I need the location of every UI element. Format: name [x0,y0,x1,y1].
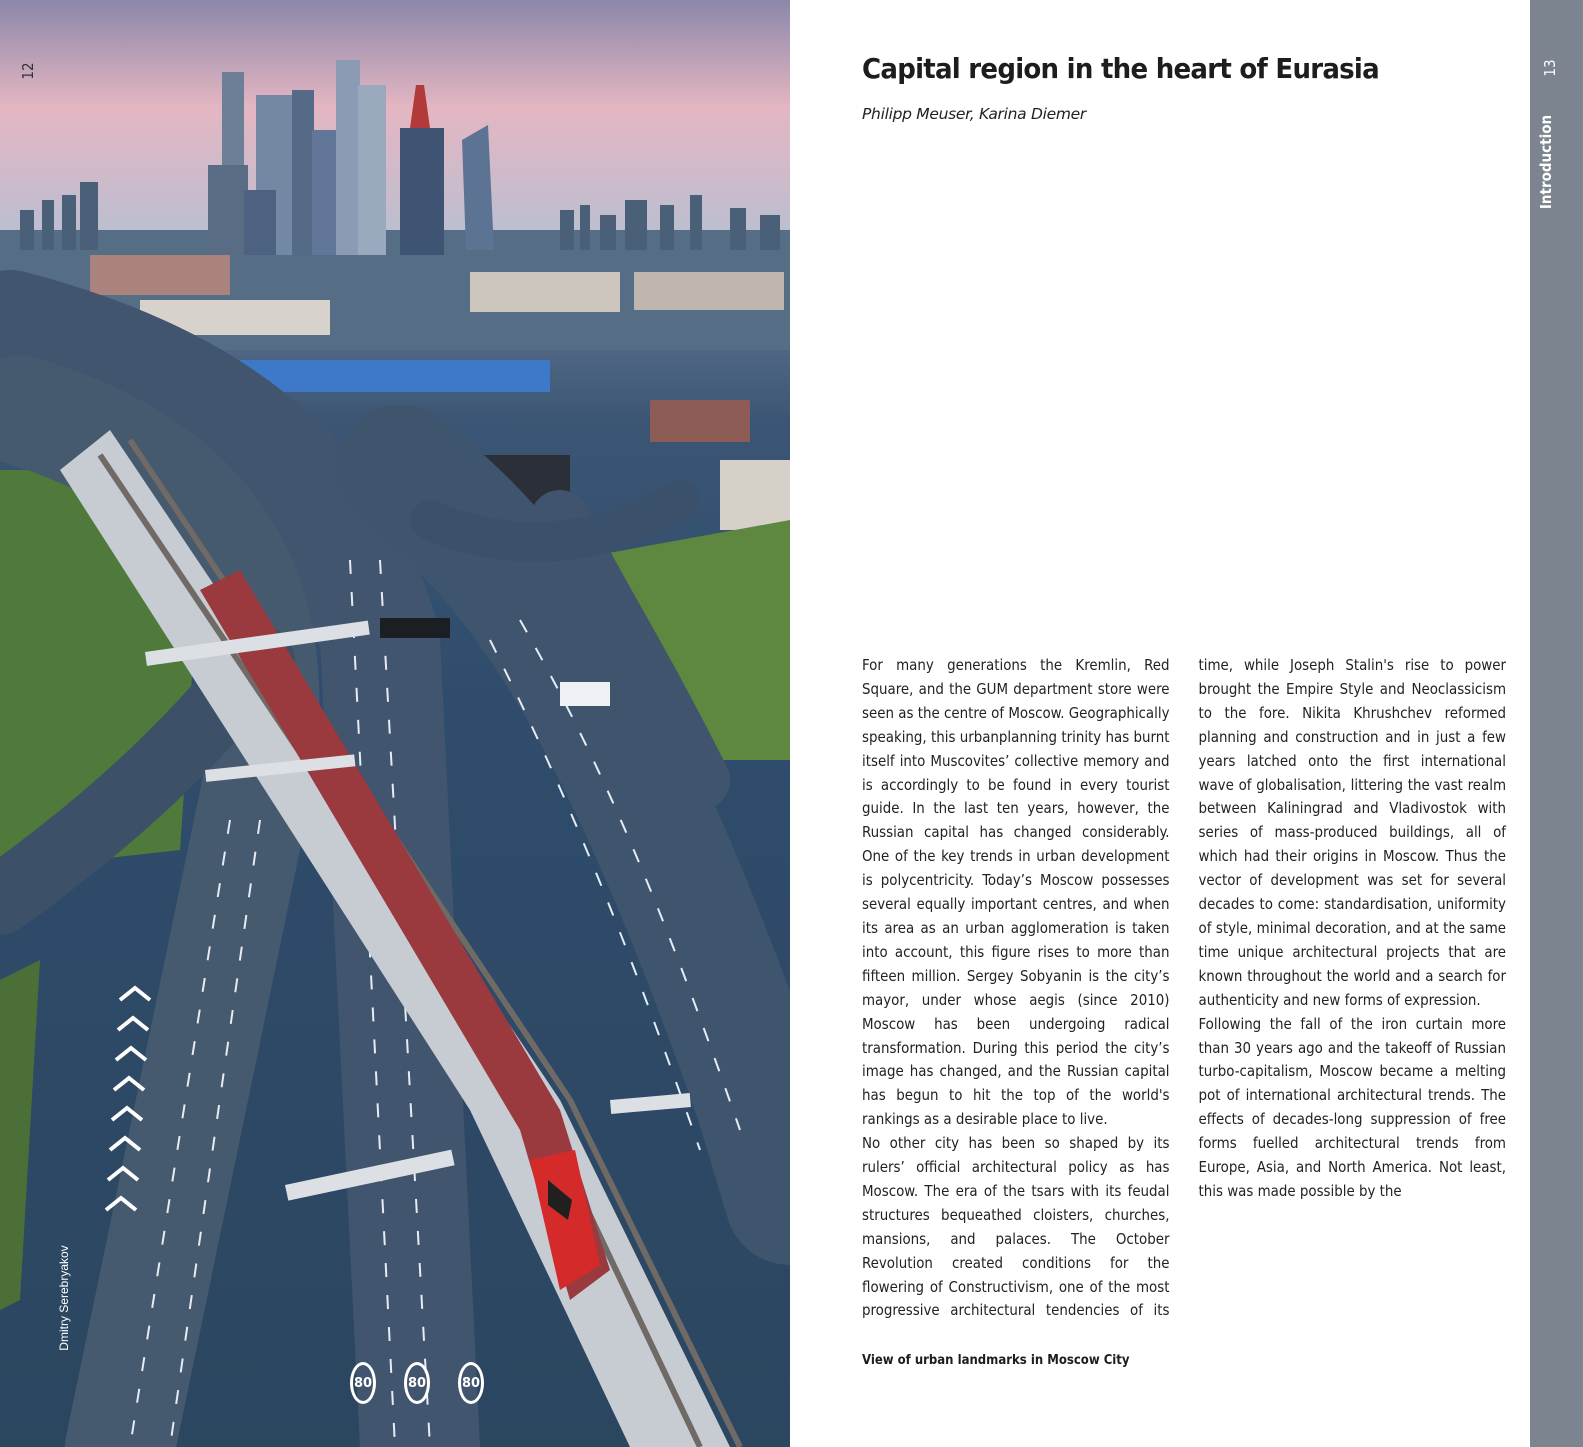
speed-marking-3 [458,1362,484,1404]
speed-marking-text: 80 [407,1375,427,1391]
body-paragraph: Following the fall of the iron curtain more than 30 years ago and the takeoff of Russian turbo-capitalism, Moscow became a melting pot of international architectural trends. The effects of decades-long suppression of free forms fuelled architectural trends from Europe, Asia, and North America. Not least, this was made possible by the [1198,1014,1506,1200]
article-authors: Philipp Meuser, Karina Diemer [862,105,1086,123]
body-paragraph: No other city has been so shaped by its rulers’ official architectural policy as has Moscow. The era of the tsars with its feudal structures bequeathed cloisters, churches, mansions, and palaces. The October Revolution created conditions for the flowering of Constructivism, one of the most progressive architectural tendencies of its time, while Joseph Stalin's rise to power brought the Empire Style and Neoclassicism to the fore. Nikita Khrushchev reformed planning and construction and in just a few years latched onto the first international wave of globalisation, littering the vast realm between Kaliningrad and Vladivostok with series of mass-produced buildings, all of which had their origins in Moscow. Thus the vector of development was set for several decades to come: standardisation, uniformity of style, minimal decoration, and at the same time unique architectural projects that are known throughout the world and a search for authenticity and new forms of expression. [862,656,1506,1320]
photo-illustration [0,0,790,1447]
sky [0,0,790,240]
speed-marking-1 [350,1362,376,1404]
overhead-sign [380,618,450,638]
moscow-city-aerial-photo [0,0,790,1447]
article-title: Capital region in the heart of Eurasia [862,52,1379,85]
article-body [862,654,1506,1324]
page-number-left: 12 [19,62,37,80]
speed-marking-2 [404,1362,430,1404]
body-paragraph: For many generations the Kremlin, Red Square, and the GUM department store were seen as the centre of Moscow. Geographically speaking, this urbanplanning trinity has burnt itself into Muscovites’ collective memory and is accordingly to be found in every tourist guide. In the last ten years, however, the Russian capital has changed considerably. One of the key trends in urban development is polycentricity. Today’s Moscow possesses several equally important centres, and when its area as an urban agglomeration is taken into account, this figure rises to more than fifteen million. Sergey Sobyanin is the city’s mayor, under whose aegis (since 2010) Moscow has been undergoing radical transformation. During this period the city’s image has changed, and the Russian capital has begun to hit the top of the world's rankings as a desirable place to live. [862,656,1170,1129]
page-number-right: 13 [1541,59,1559,77]
direction-sign [560,682,610,706]
photo-caption: View of urban landmarks in Moscow City [862,1353,1130,1368]
speed-marking-text: 80 [461,1375,481,1391]
section-label: Introduction [1537,114,1555,210]
section-side-tab [1530,0,1583,1447]
speed-marking-text: 80 [353,1375,373,1391]
photo-credit: Dmitry Serebryakov [57,1245,71,1351]
